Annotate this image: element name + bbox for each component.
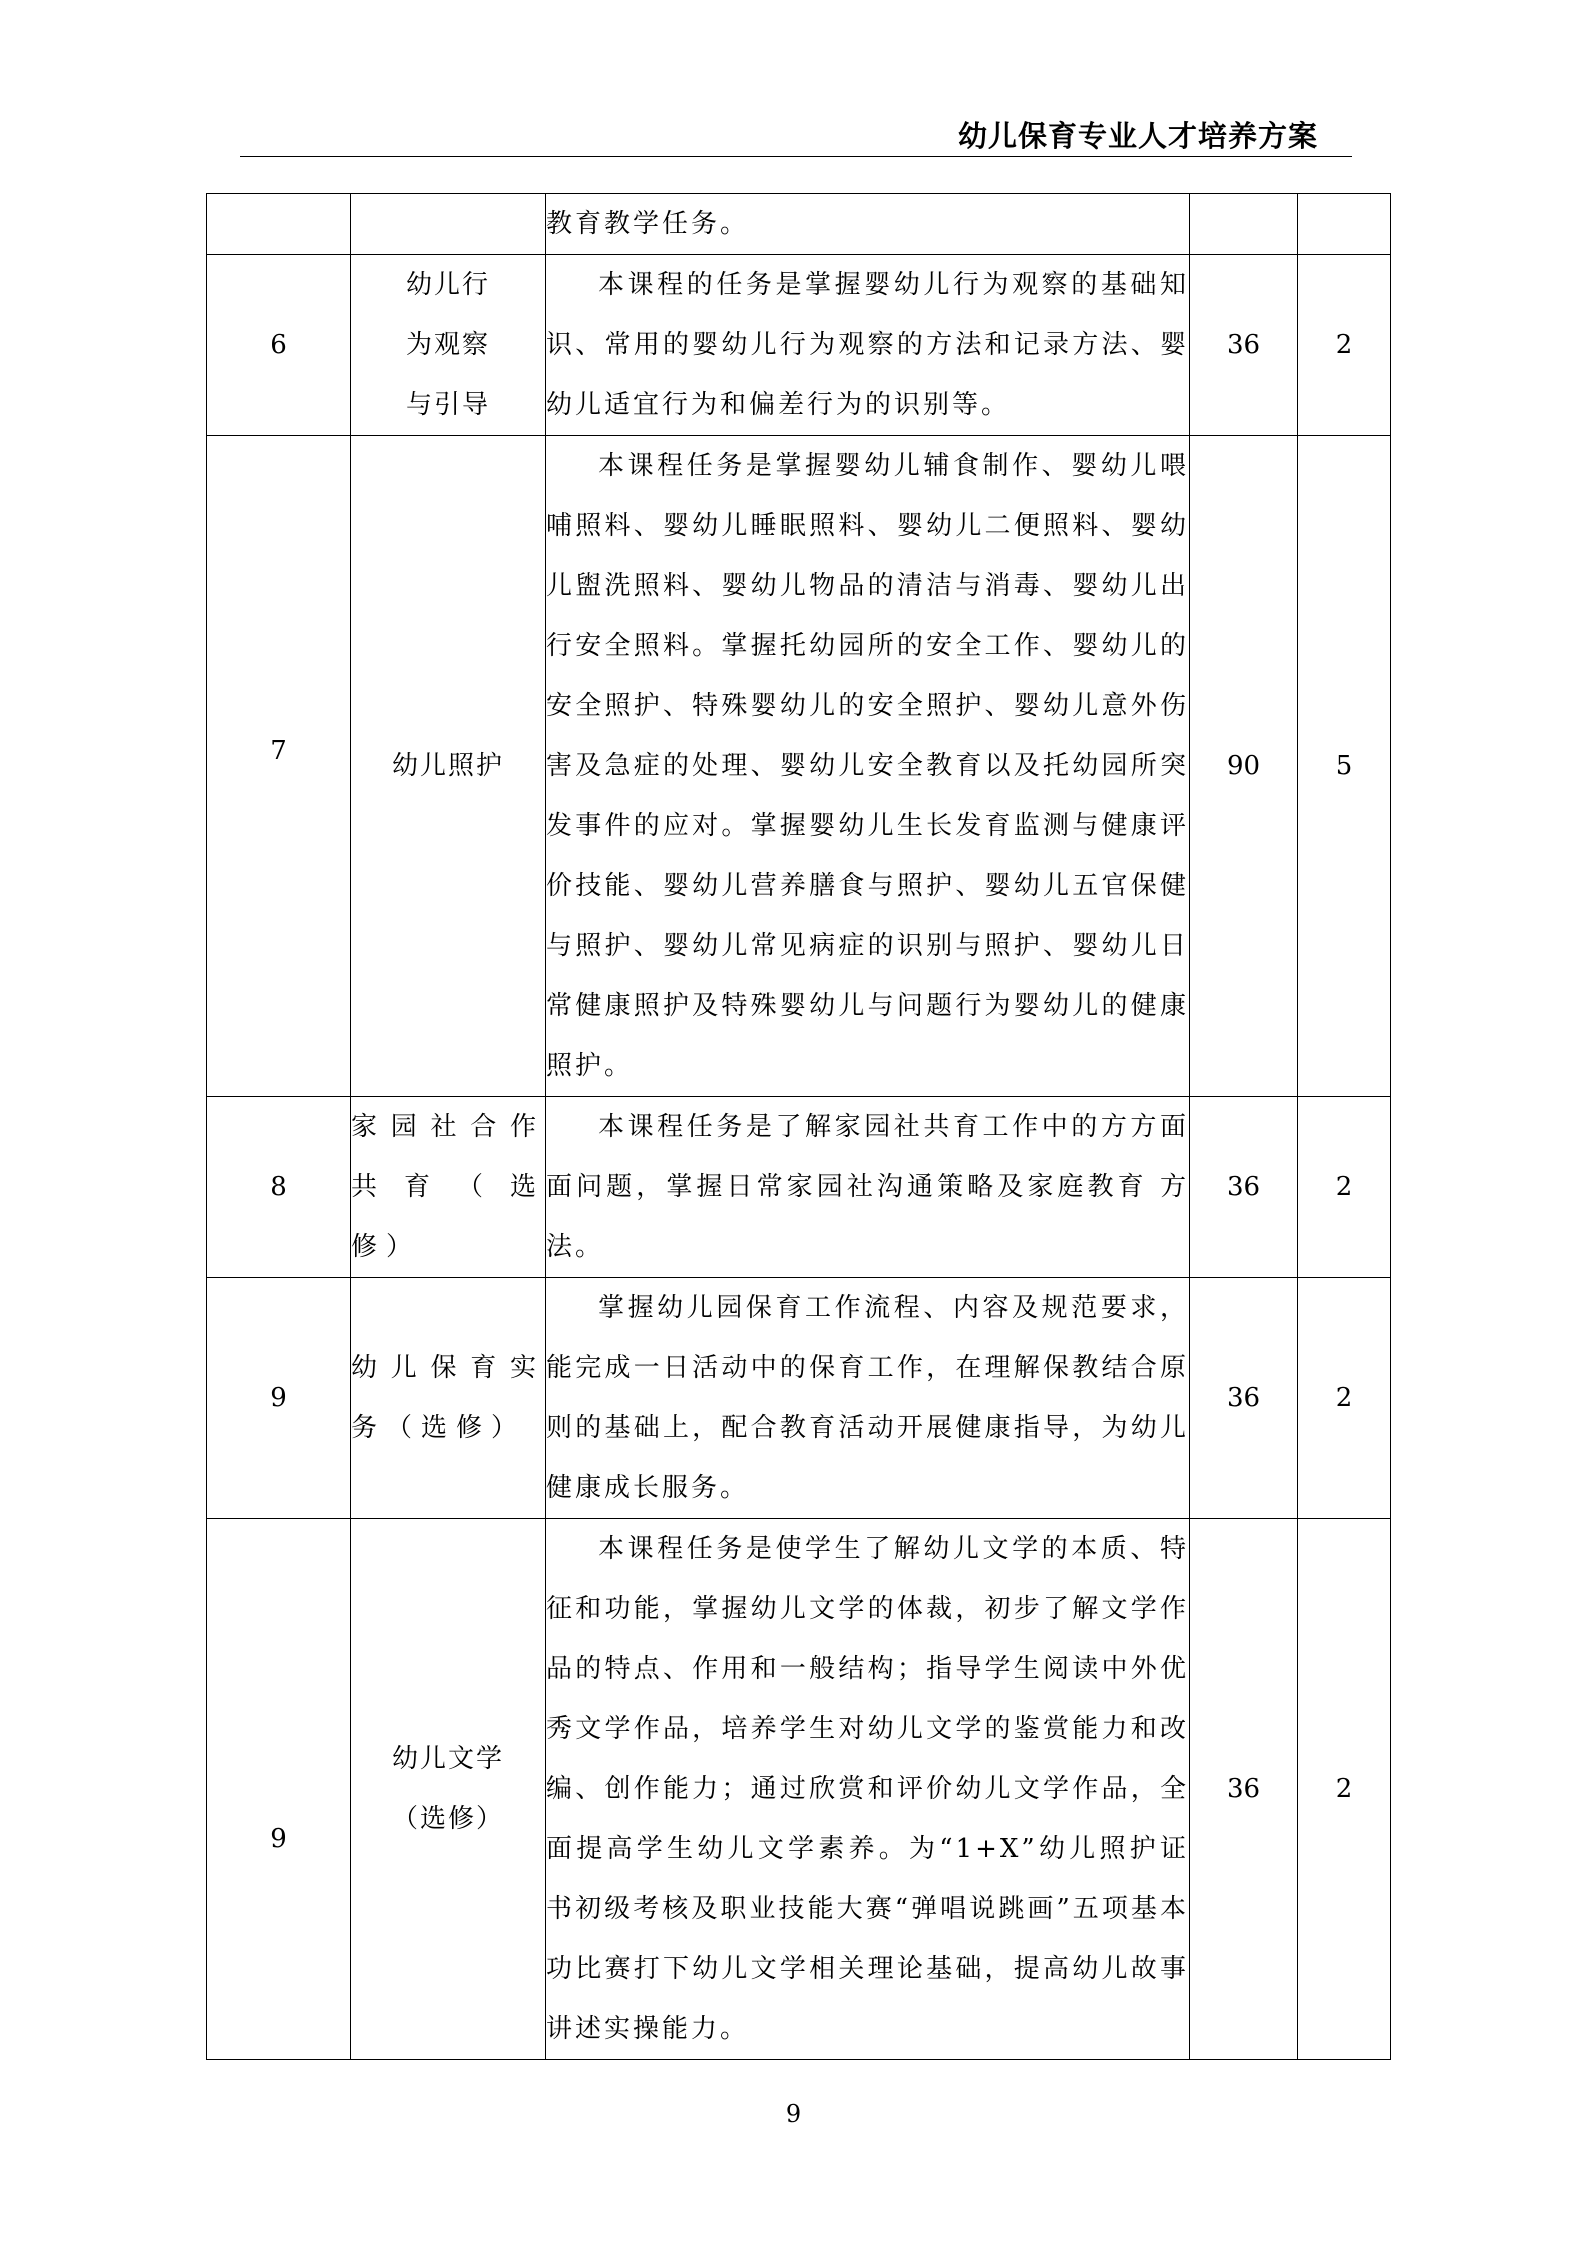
course-hours: 36 xyxy=(1190,255,1298,436)
table-row xyxy=(207,194,1391,255)
course-hours: 36 xyxy=(1190,1519,1298,2060)
course-number: 9 xyxy=(207,1278,351,1519)
course-description-text: 教育教学任务。 xyxy=(546,209,750,239)
course-number xyxy=(207,194,351,255)
table-row xyxy=(207,436,1391,1097)
course-credits: 5 xyxy=(1298,436,1391,1097)
course-hours: 36 xyxy=(1190,1097,1298,1278)
course-number: 6 xyxy=(207,255,351,436)
table-row xyxy=(207,1278,1391,1519)
course-hours xyxy=(1190,194,1298,255)
course-table xyxy=(206,193,1391,2060)
course-number: 9 xyxy=(207,1519,351,2060)
course-number: 7 xyxy=(207,436,351,1097)
course-description-text: 本课程任务是使学生了解幼儿文学的本质、特征和功能，掌握幼儿文学的体裁，初步了解文学作品的特点、作用和一般结构；指导学生阅读中外优秀文学作品，培养学生对幼儿文学的鉴赏能力和改编、创作能力；通过欣赏和评价幼儿文学作品，全面提高学生幼儿文学素养。为“1+X”幼儿照护证书初级考核及职业技能大赛“弹唱说跳画”五项基本功比赛打下幼儿文学相关理论基础，提高幼儿故事讲述实操能力。 xyxy=(546,1534,1189,2044)
course-description-text: 本课程任务是掌握婴幼儿辅食制作、婴幼儿喂哺照料、婴幼儿睡眠照料、婴幼儿二便照料、婴幼儿盥洗照料、婴幼儿物品的清洁与消毒、婴幼儿出行安全照料。掌握托幼园所的安全工作、婴幼儿的安全照护、特殊婴幼儿的安全照护、婴幼儿意外伤害及急症的处理、婴幼儿安全教育以及托幼园所突发事件的应对。掌握婴幼儿生长发育监测与健康评价技能、婴幼儿营养膳食与照护、婴幼儿五官保健与照护、婴幼儿常见病症的识别与照护、婴幼儿日常健康照护及特殊婴幼儿与问题行为婴幼儿的健康照护。 xyxy=(546,451,1189,1081)
course-description xyxy=(546,436,1190,1097)
page-header xyxy=(240,110,1352,157)
course-description-text: 本课程任务是了解家园社共育工作中的方方面面问题，掌握日常家园社沟通策略及家庭教育 方法。 xyxy=(546,1112,1189,1262)
course-hours: 36 xyxy=(1190,1278,1298,1519)
course-name: 幼儿文学（选修） xyxy=(351,1519,546,2060)
course-credits: 2 xyxy=(1298,1097,1391,1278)
course-name: 幼儿照护 xyxy=(351,436,546,1097)
course-credits: 2 xyxy=(1298,255,1391,436)
course-description xyxy=(546,1519,1190,2060)
page-number: 9 xyxy=(785,2100,802,2128)
course-description xyxy=(546,194,1190,255)
course-name xyxy=(351,194,546,255)
course-description xyxy=(546,1097,1190,1278)
course-name: 幼儿行为观察与引导 xyxy=(351,255,546,436)
course-credits xyxy=(1298,194,1391,255)
course-description-text: 掌握幼儿园保育工作流程、内容及规范要求，能完成一日活动中的保育工作，在理解保教结合原则的基础上，配合教育活动开展健康指导，为幼儿健康成长服务。 xyxy=(546,1293,1189,1503)
course-credits: 2 xyxy=(1298,1278,1391,1519)
course-number: 8 xyxy=(207,1097,351,1278)
table-row xyxy=(207,1097,1391,1278)
course-credits: 2 xyxy=(1298,1519,1391,2060)
course-hours: 90 xyxy=(1190,436,1298,1097)
document-title: 幼儿保育专业人才培养方案 xyxy=(957,119,1318,153)
table-row xyxy=(207,255,1391,436)
course-name: 家园社合作共育（选修） xyxy=(351,1097,546,1278)
course-description xyxy=(546,255,1190,436)
course-description-text: 本课程的任务是掌握婴幼儿行为观察的基础知识、常用的婴幼儿行为观察的方法和记录方法、婴幼儿适宜行为和偏差行为的识别等。 xyxy=(546,270,1189,420)
course-description xyxy=(546,1278,1190,1519)
course-name: 幼儿保育实务（选修） xyxy=(351,1278,546,1519)
table-row xyxy=(207,1519,1391,2060)
